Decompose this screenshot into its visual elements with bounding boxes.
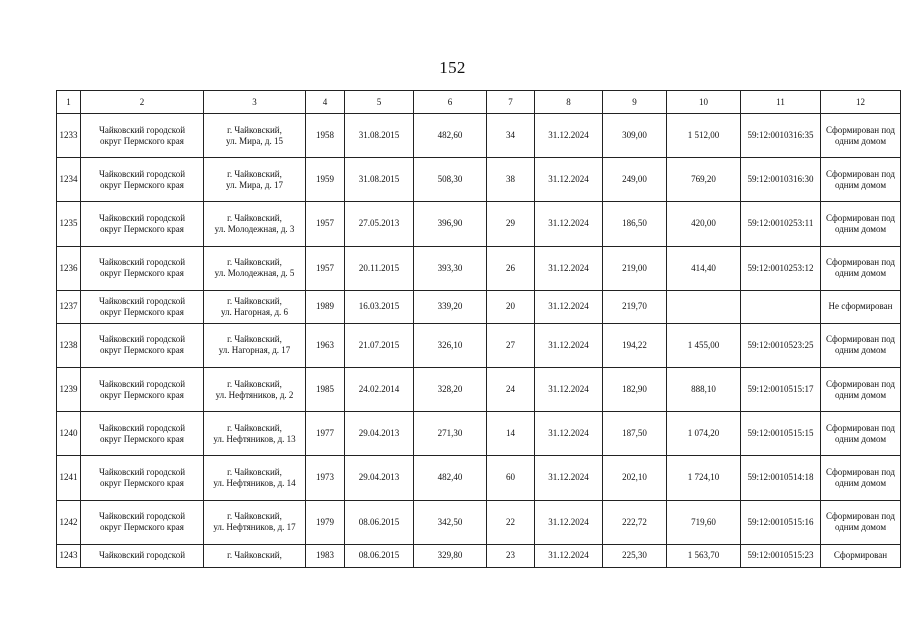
deadline-cell: 31.12.2024: [535, 367, 603, 411]
value-cell: 1 074,20: [667, 412, 741, 456]
date-cell: 24.02.2014: [345, 367, 414, 411]
page-number: 152: [439, 58, 466, 77]
row-number-cell: 1233: [57, 114, 81, 158]
address-line: г. Чайковский,: [227, 257, 282, 268]
owner-line: округ Пермского края: [100, 223, 184, 234]
address-cell: [204, 158, 306, 202]
header-cell: 6: [414, 91, 487, 114]
row-number-cell: 1238: [57, 323, 81, 367]
owner-line: Чайковский городской: [98, 550, 186, 561]
area-cell: 508,30: [414, 158, 487, 202]
header-cell: 1: [57, 91, 81, 114]
header-cell: 12: [821, 91, 901, 114]
area-cell: 326,10: [414, 323, 487, 367]
area-cell: 339,20: [414, 290, 487, 323]
date-cell: 08.06.2015: [345, 544, 414, 567]
status-cell: Сформирован под одним домом: [821, 500, 901, 544]
status-cell: Сформирован под одним домом: [821, 114, 901, 158]
cadastre-number-cell: 59:12:0010515:23: [741, 544, 821, 567]
address-line: ул. Мира, д. 17: [226, 179, 283, 190]
count-cell: 23: [487, 544, 535, 567]
year-cell: 1983: [306, 544, 345, 567]
address-cell: [204, 114, 306, 158]
address-line: г. Чайковский,: [227, 550, 282, 561]
value-cell: 186,50: [603, 202, 667, 246]
area-cell: 482,40: [414, 456, 487, 500]
count-cell: 26: [487, 246, 535, 290]
count-cell: 14: [487, 412, 535, 456]
table-row: [57, 500, 901, 544]
value-cell: 888,10: [667, 367, 741, 411]
value-cell: 1 724,10: [667, 456, 741, 500]
table-body: [57, 114, 901, 568]
owner-cell: [81, 202, 204, 246]
table-row: [57, 246, 901, 290]
cadastre-number-cell: 59:12:0010316:30: [741, 158, 821, 202]
address-cell: [204, 290, 306, 323]
cadastre-number-cell: 59:12:0010515:16: [741, 500, 821, 544]
value-cell: 202,10: [603, 456, 667, 500]
date-cell: 21.07.2015: [345, 323, 414, 367]
owner-line: Чайковский городской: [98, 334, 186, 345]
owner-line: Чайковский городской: [98, 378, 186, 389]
owner-cell: [81, 114, 204, 158]
area-cell: 396,90: [414, 202, 487, 246]
owner-line: округ Пермского края: [100, 135, 184, 146]
row-number-cell: 1235: [57, 202, 81, 246]
owner-line: округ Пермского края: [100, 345, 184, 356]
header-cell: 4: [306, 91, 345, 114]
header-cell: 5: [345, 91, 414, 114]
value-cell: 222,72: [603, 500, 667, 544]
status-cell: Сформирован: [821, 544, 901, 567]
date-cell: 27.05.2013: [345, 202, 414, 246]
value-cell: 769,20: [667, 158, 741, 202]
table-row: [57, 114, 901, 158]
deadline-cell: 31.12.2024: [535, 323, 603, 367]
table-row: [57, 367, 901, 411]
owner-cell: [81, 290, 204, 323]
table-row: [57, 544, 901, 567]
value-cell: 414,40: [667, 246, 741, 290]
table-row: [57, 290, 901, 323]
header-cell: 3: [204, 91, 306, 114]
owner-line: округ Пермского края: [100, 477, 184, 488]
table-row: [57, 412, 901, 456]
area-cell: 342,50: [414, 500, 487, 544]
owner-cell: [81, 367, 204, 411]
address-line: ул. Молодежная, д. 5: [214, 268, 295, 279]
value-cell: 194,22: [603, 323, 667, 367]
address-cell: [204, 246, 306, 290]
cadastre-number-cell: 59:12:0010523:25: [741, 323, 821, 367]
status-cell: Сформирован под одним домом: [821, 412, 901, 456]
row-number-cell: 1240: [57, 412, 81, 456]
value-cell: 182,90: [603, 367, 667, 411]
count-cell: 24: [487, 367, 535, 411]
cadastre-number-cell: 59:12:0010515:15: [741, 412, 821, 456]
header-cell: 9: [603, 91, 667, 114]
count-cell: 60: [487, 456, 535, 500]
cadastre-number-cell: 59:12:0010253:12: [741, 246, 821, 290]
year-cell: 1958: [306, 114, 345, 158]
date-cell: 29.04.2013: [345, 456, 414, 500]
status-cell: Сформирован под одним домом: [821, 158, 901, 202]
address-cell: [204, 456, 306, 500]
count-cell: 20: [487, 290, 535, 323]
value-cell: 249,00: [603, 158, 667, 202]
header-cell: 2: [81, 91, 204, 114]
owner-cell: [81, 246, 204, 290]
owner-line: Чайковский городской: [98, 295, 186, 306]
header-cell: 10: [667, 91, 741, 114]
deadline-cell: 31.12.2024: [535, 412, 603, 456]
area-cell: 482,60: [414, 114, 487, 158]
area-cell: 329,80: [414, 544, 487, 567]
owner-line: округ Пермского края: [100, 389, 184, 400]
status-cell: Сформирован под одним домом: [821, 323, 901, 367]
table-row: [57, 456, 901, 500]
year-cell: 1985: [306, 367, 345, 411]
row-number-cell: 1242: [57, 500, 81, 544]
address-line: ул. Нагорная, д. 17: [218, 345, 291, 356]
address-line: г. Чайковский,: [227, 422, 282, 433]
date-cell: 20.11.2015: [345, 246, 414, 290]
area-cell: 271,30: [414, 412, 487, 456]
address-line: ул. Мира, д. 15: [226, 135, 283, 146]
address-cell: [204, 544, 306, 567]
row-number-cell: 1237: [57, 290, 81, 323]
deadline-cell: 31.12.2024: [535, 500, 603, 544]
year-cell: 1979: [306, 500, 345, 544]
owner-line: округ Пермского края: [100, 433, 184, 444]
address-line: г. Чайковский,: [227, 295, 282, 306]
cadastre-number-cell: 59:12:0010514:18: [741, 456, 821, 500]
header-cell: 7: [487, 91, 535, 114]
deadline-cell: 31.12.2024: [535, 246, 603, 290]
owner-cell: [81, 500, 204, 544]
row-number-cell: 1234: [57, 158, 81, 202]
address-line: ул. Молодежная, д. 3: [214, 223, 295, 234]
address-cell: [204, 412, 306, 456]
deadline-cell: 31.12.2024: [535, 544, 603, 567]
year-cell: 1977: [306, 412, 345, 456]
owner-line: Чайковский городской: [98, 466, 186, 477]
owner-line: округ Пермского края: [100, 522, 184, 533]
value-cell: 420,00: [667, 202, 741, 246]
owner-cell: [81, 412, 204, 456]
address-line: г. Чайковский,: [227, 378, 282, 389]
row-number-cell: 1236: [57, 246, 81, 290]
owner-line: округ Пермского края: [100, 306, 184, 317]
table-row: [57, 158, 901, 202]
count-cell: 27: [487, 323, 535, 367]
owner-cell: [81, 323, 204, 367]
deadline-cell: 31.12.2024: [535, 290, 603, 323]
row-number-cell: 1239: [57, 367, 81, 411]
value-cell: 1 512,00: [667, 114, 741, 158]
status-cell: Сформирован под одним домом: [821, 367, 901, 411]
year-cell: 1957: [306, 246, 345, 290]
header-cell: 8: [535, 91, 603, 114]
address-line: г. Чайковский,: [227, 466, 282, 477]
status-cell: Не сформирован: [821, 290, 901, 323]
owner-cell: [81, 456, 204, 500]
address-cell: [204, 500, 306, 544]
year-cell: 1959: [306, 158, 345, 202]
cadastre-number-cell: [741, 290, 821, 323]
address-cell: [204, 202, 306, 246]
address-line: г. Чайковский,: [227, 511, 282, 522]
count-cell: 38: [487, 158, 535, 202]
owner-line: Чайковский городской: [98, 212, 186, 223]
cadastre-number-cell: 59:12:0010253:11: [741, 202, 821, 246]
address-cell: [204, 367, 306, 411]
address-line: г. Чайковский,: [227, 168, 282, 179]
status-cell: Сформирован под одним домом: [821, 456, 901, 500]
value-cell: [667, 290, 741, 323]
table-row: [57, 323, 901, 367]
header-cell: 11: [741, 91, 821, 114]
address-line: ул. Нефтяников, д. 13: [213, 433, 296, 444]
count-cell: 22: [487, 500, 535, 544]
date-cell: 31.08.2015: [345, 158, 414, 202]
owner-line: Чайковский городской: [98, 422, 186, 433]
year-cell: 1989: [306, 290, 345, 323]
value-cell: 719,60: [667, 500, 741, 544]
value-cell: 1 563,70: [667, 544, 741, 567]
count-cell: 29: [487, 202, 535, 246]
row-number-cell: 1243: [57, 544, 81, 567]
owner-cell: [81, 158, 204, 202]
count-cell: 34: [487, 114, 535, 158]
date-cell: 31.08.2015: [345, 114, 414, 158]
address-line: г. Чайковский,: [227, 334, 282, 345]
date-cell: 29.04.2013: [345, 412, 414, 456]
header-row: [57, 91, 901, 114]
row-number-cell: 1241: [57, 456, 81, 500]
deadline-cell: 31.12.2024: [535, 158, 603, 202]
year-cell: 1963: [306, 323, 345, 367]
address-cell: [204, 323, 306, 367]
value-cell: 309,00: [603, 114, 667, 158]
area-cell: 328,20: [414, 367, 487, 411]
owner-line: Чайковский городской: [98, 511, 186, 522]
address-line: ул. Нагорная, д. 6: [220, 306, 289, 317]
deadline-cell: 31.12.2024: [535, 202, 603, 246]
address-line: ул. Нефтяников, д. 2: [215, 389, 294, 400]
value-cell: 219,70: [603, 290, 667, 323]
owner-line: Чайковский городской: [98, 124, 186, 135]
status-cell: Сформирован под одним домом: [821, 246, 901, 290]
owner-line: Чайковский городской: [98, 168, 186, 179]
address-line: ул. Нефтяников, д. 17: [213, 522, 296, 533]
date-cell: 16.03.2015: [345, 290, 414, 323]
value-cell: 187,50: [603, 412, 667, 456]
deadline-cell: 31.12.2024: [535, 114, 603, 158]
owner-line: Чайковский городской: [98, 257, 186, 268]
owner-cell: [81, 544, 204, 567]
owner-line: округ Пермского края: [100, 268, 184, 279]
cadastre-number-cell: 59:12:0010515:17: [741, 367, 821, 411]
area-cell: 393,30: [414, 246, 487, 290]
value-cell: 1 455,00: [667, 323, 741, 367]
year-cell: 1957: [306, 202, 345, 246]
date-cell: 08.06.2015: [345, 500, 414, 544]
value-cell: 225,30: [603, 544, 667, 567]
address-line: г. Чайковский,: [227, 212, 282, 223]
table-row: [57, 202, 901, 246]
year-cell: 1973: [306, 456, 345, 500]
address-line: г. Чайковский,: [227, 124, 282, 135]
owner-line: округ Пермского края: [100, 179, 184, 190]
status-cell: Сформирован под одним домом: [821, 202, 901, 246]
registry-table: [56, 90, 901, 568]
deadline-cell: 31.12.2024: [535, 456, 603, 500]
address-line: ул. Нефтяников, д. 14: [213, 477, 296, 488]
value-cell: 219,00: [603, 246, 667, 290]
cadastre-number-cell: 59:12:0010316:35: [741, 114, 821, 158]
